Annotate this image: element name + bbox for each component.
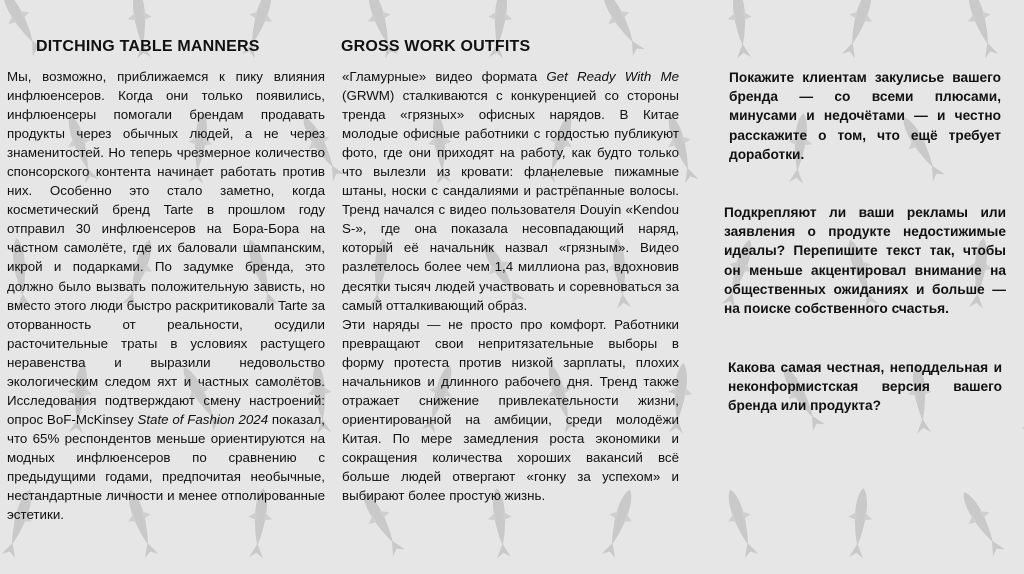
- middle-p1-italic: Get Ready With Me: [546, 69, 679, 84]
- middle-paragraph-1: [342, 67, 679, 315]
- fish-icon: [837, 0, 881, 60]
- middle-p1-text-end: (GRWM) сталкиваются с конкуренцией со стороны тренда «грязных» офисных нарядов. В Китае молодые офисные работники с гордостью публикуют фото, где они приходят на работу, как будто только что вылезли из кровати: фланелевые пижамные штаны, носки с сандалиями и растрёпанные волосы. Тренд начался с видео пользователя Douyin «Kendou S-», где она показала несовпадающий наряд, который её начальник назвал «грязным». Видео разлетелось более чем 1,4 миллиона раз, вдохновив десятки тысяч людей участвовать и соревноваться за самый отталкивающий образ.: [342, 88, 679, 313]
- fish-icon: [719, 486, 763, 560]
- fish-icon: [725, 0, 756, 59]
- middle-column-heading: GROSS WORK OUTFITS: [341, 38, 531, 55]
- left-body-text-end: показал, что 65% респондентов меньше ориентируются на модных инфлюенсеров по сравнению с предыдущими годами, предпочитая необычные, нестандартные личности и менее отполированные эстетики.: [7, 411, 325, 523]
- left-column-body: [7, 67, 325, 524]
- left-body-italic-title: State of Fashion 2024: [137, 411, 269, 427]
- middle-p1-text: «Гламурные» видео формата: [342, 69, 547, 84]
- middle-column-body: [342, 67, 679, 505]
- fish-icon: [954, 486, 1010, 559]
- left-body-text: Мы, возможно, приближаемся к пику влияния инфлюенсеров. Когда они только появились, инфлюенсеры помогали брендам продавать продукты через обычных людей, а не через знаменитостей. Но теперь чрезмерное количество спонсорского контента начинает работать против них. Особенно это стало заметно, когда косметический бренд Tarte в прошлом году отправил 30 инфлюенсеров на Бора-Бора на частном самолёте, где их баловали шампанским, икрой и подарками. По задумке бренда, это должно было вызвать положительную зависть, но вместо этого люди быстро раскритиковали Tarte за оторванность от реальности, осудили расточительные траты в условиях растущего неравенства и выразили недовольство экологическим следом яхт и частных самолётов. Исследования подтверждают смену настроений: опрос BoF-McKinsey: [7, 69, 325, 427]
- question-box-3: Какова самая честная, неподдельная и неконформистская версия вашего бренда или продукта?: [728, 360, 1002, 414]
- fish-icon: [1017, 361, 1024, 435]
- question-box-1: Покажите клиентам закулисье вашего бренда — со всеми плюсами, минусами и недочётами — и честно расскажите о том, что ещё требует доработки.: [729, 70, 1001, 162]
- fish-icon: [594, 0, 650, 59]
- question-box-2: Подкрепляют ли ваши рекламы или заявления о продукте недостижимые идеалы? Перепишите текст так, чтобы он меньше акцентировал внимание на общественных ожиданиях и больше — на поиске собственного счастья.: [724, 205, 1006, 317]
- fish-icon: [959, 0, 1003, 60]
- left-column-heading: DITCHING TABLE MANNERS: [36, 38, 260, 55]
- fish-icon: [844, 487, 875, 559]
- middle-paragraph-2: Эти наряды — не просто про комфорт. Работники превращают свои непритязательные выборы в форму протеста против низкой зарплаты, плохих начальников и длинного рабочего дня. Тренд также отражает снижение привлекательности жизни, ориентированной на амбиции, среди молодёжи Китая. По мере замедления роста экономики и сокращения количества хороших вакансий всё больше людей отвергают «гонку за успехом» и выбирают более простую жизнь.: [342, 316, 679, 504]
